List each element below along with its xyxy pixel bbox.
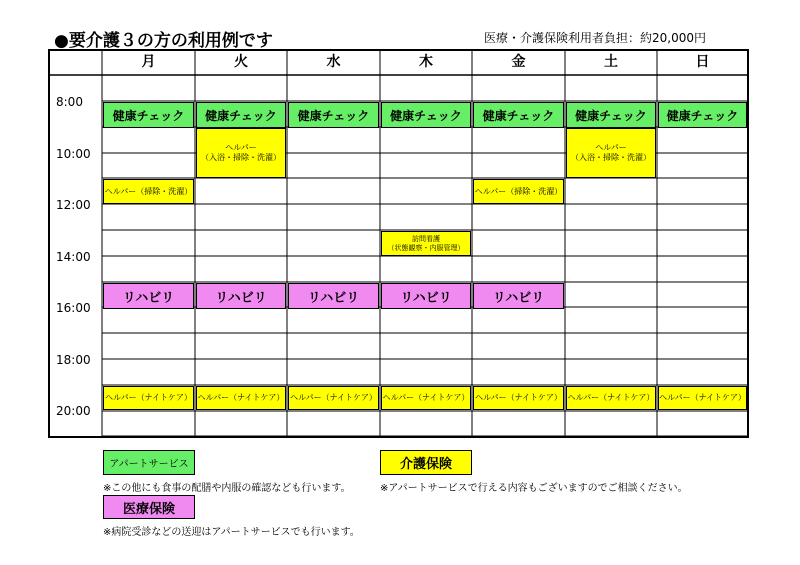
helper-clean-fri: ヘルパー（掃除・洗濯） bbox=[473, 179, 564, 204]
rehab-fri: リハビリ bbox=[473, 283, 564, 309]
day-header-mon: 月 bbox=[141, 54, 156, 70]
rehab-mon: リハビリ bbox=[103, 283, 194, 309]
rehab-tue: リハビリ bbox=[196, 283, 286, 309]
page-title: ●要介護３の方の利用例です bbox=[54, 31, 273, 51]
day-header-thu: 木 bbox=[419, 54, 433, 70]
legend-apartment: アパートサービス bbox=[103, 450, 195, 475]
day-header-sun: 日 bbox=[695, 54, 710, 70]
legend-kaigo-note: ※アパートサービスで行える内容もございますのでご相談ください。 bbox=[380, 483, 688, 494]
night-care-fri: ヘルパー（ナイトケア） bbox=[473, 386, 564, 410]
night-care-thu: ヘルパー（ナイトケア） bbox=[381, 386, 471, 410]
rehab-wed: リハビリ bbox=[288, 283, 379, 309]
time-label-16: 16:00 bbox=[56, 301, 91, 315]
time-label-20: 20:00 bbox=[56, 404, 91, 418]
nursing-thu: 訪問看護 （状態観察・内服管理） bbox=[381, 231, 471, 256]
time-label-8: 8:00 bbox=[56, 95, 83, 109]
health-check-sun: 健康チェック bbox=[658, 102, 747, 128]
day-header-tue: 火 bbox=[234, 54, 248, 70]
time-label-18: 18:00 bbox=[56, 353, 91, 367]
health-check-mon: 健康チェック bbox=[103, 102, 194, 128]
health-check-fri: 健康チェック bbox=[473, 102, 564, 128]
day-header-wed: 水 bbox=[326, 54, 341, 70]
time-label-14: 14:00 bbox=[56, 250, 91, 264]
night-care-sun: ヘルパー（ナイトケア） bbox=[658, 386, 747, 410]
cost-note: 医療・介護保険利用者負担：約20,000円 bbox=[484, 31, 706, 45]
day-header-fri: 金 bbox=[511, 54, 526, 70]
time-label-10: 10:00 bbox=[56, 147, 91, 161]
helper-clean-mon: ヘルパー（掃除・洗濯） bbox=[103, 179, 194, 204]
night-care-mon: ヘルパー（ナイトケア） bbox=[103, 386, 194, 410]
day-header-sat: 土 bbox=[604, 54, 618, 70]
health-check-tue: 健康チェック bbox=[196, 102, 286, 128]
night-care-wed: ヘルパー（ナイトケア） bbox=[288, 386, 379, 410]
rehab-thu: リハビリ bbox=[381, 283, 471, 309]
time-label-12: 12:00 bbox=[56, 198, 91, 212]
legend-apartment-note: ※この他にも食事の配膳や内服の確認なども行います。 bbox=[103, 483, 351, 494]
helper-bath-sat: ヘルパー （入浴・掃除・洗濯） bbox=[566, 128, 656, 178]
night-care-sat: ヘルパー（ナイトケア） bbox=[566, 386, 656, 410]
night-care-tue: ヘルパー（ナイトケア） bbox=[196, 386, 286, 410]
health-check-thu: 健康チェック bbox=[381, 102, 471, 128]
legend-iryo: 医療保険 bbox=[103, 495, 195, 519]
legend-kaigo: 介護保険 bbox=[380, 450, 472, 475]
health-check-sat: 健康チェック bbox=[566, 102, 656, 128]
helper-bath-tue: ヘルパー （入浴・掃除・洗濯） bbox=[196, 128, 286, 178]
legend-iryo-note: ※病院受診などの送迎はアパートサービスでも行います。 bbox=[103, 527, 360, 538]
health-check-wed: 健康チェック bbox=[288, 102, 379, 128]
